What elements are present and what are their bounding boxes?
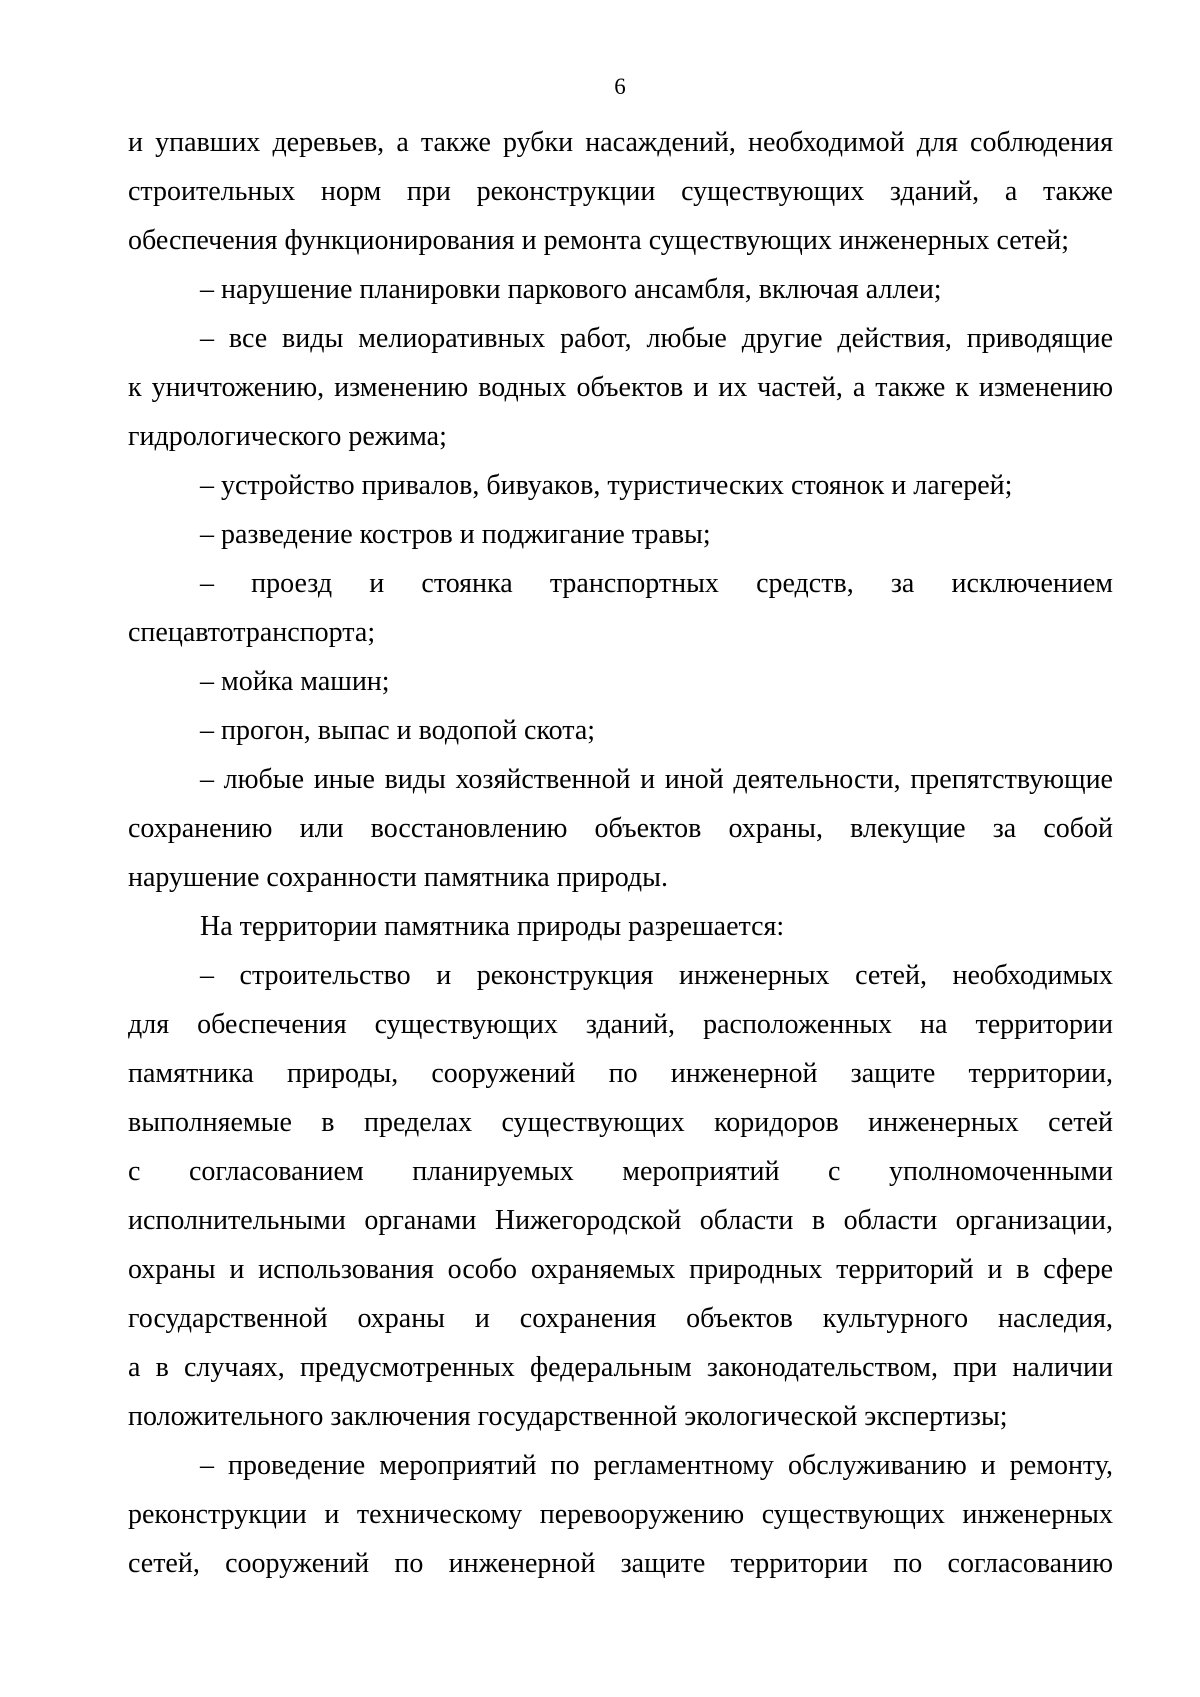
text-line: – прогон, выпас и водопой скота; [200,715,596,746]
text-line: – устройство привалов, бивуаков, туристических стоянок и лагерей; [200,470,1013,501]
text-line: реконструкции и техническому перевооружению существующих инженерных [128,1499,1113,1530]
text-line: – мойка машин; [200,666,390,697]
text-line: – строительство и реконструкция инженерных сетей, необходимых [200,960,1113,991]
page-number: 6 [614,74,626,99]
text-line: а в случаях, предусмотренных федеральным законодательством, при наличии [128,1352,1113,1383]
text-line: – разведение костров и поджигание травы; [200,519,711,550]
text-line: На территории памятника природы разрешается: [200,911,785,942]
text-line: спецавтотранспорта; [128,617,376,648]
text-line: сохранению или восстановлению объектов охраны, влекущие за собой [128,813,1113,844]
text-line: строительных норм при реконструкции существующих зданий, а также [128,176,1113,207]
text-line: сетей, сооружений по инженерной защите территории по согласованию [128,1548,1113,1579]
text-line: и упавших деревьев, а также рубки насаждений, необходимой для соблюдения [128,127,1113,158]
text-line: обеспечения функционирования и ремонта существующих инженерных сетей; [128,225,1070,256]
text-line: – проведение мероприятий по регламентному обслуживанию и ремонту, [200,1450,1113,1481]
text-line: – проезд и стоянка транспортных средств, за исключением [200,568,1113,599]
document-body [128,118,1113,1588]
text-line: – все виды мелиоративных работ, любые другие действия, приводящие [200,323,1113,354]
text-line: памятника природы, сооружений по инженерной защите территории, [128,1058,1113,1089]
text-line: – любые иные виды хозяйственной и иной деятельности, препятствующие [200,764,1113,795]
text-line: гидрологического режима; [128,421,447,452]
text-line: положительного заключения государственной экологической экспертизы; [128,1401,1008,1432]
text-line: к уничтожению, изменению водных объектов и их частей, а также к изменению [128,372,1113,403]
text-line: исполнительными органами Нижегородской области в области организации, [128,1205,1113,1236]
text-line: охраны и использования особо охраняемых природных территорий и в сфере [128,1254,1113,1285]
text-line: нарушение сохранности памятника природы. [128,862,668,893]
text-line: государственной охраны и сохранения объектов культурного наследия, [128,1303,1113,1334]
text-line: – нарушение планировки паркового ансамбля, включая аллеи; [200,274,942,305]
text-line: с согласованием планируемых мероприятий с уполномоченными [128,1156,1113,1187]
text-line: для обеспечения существующих зданий, расположенных на территории [128,1009,1113,1040]
text-line: выполняемые в пределах существующих коридоров инженерных сетей [128,1107,1113,1138]
